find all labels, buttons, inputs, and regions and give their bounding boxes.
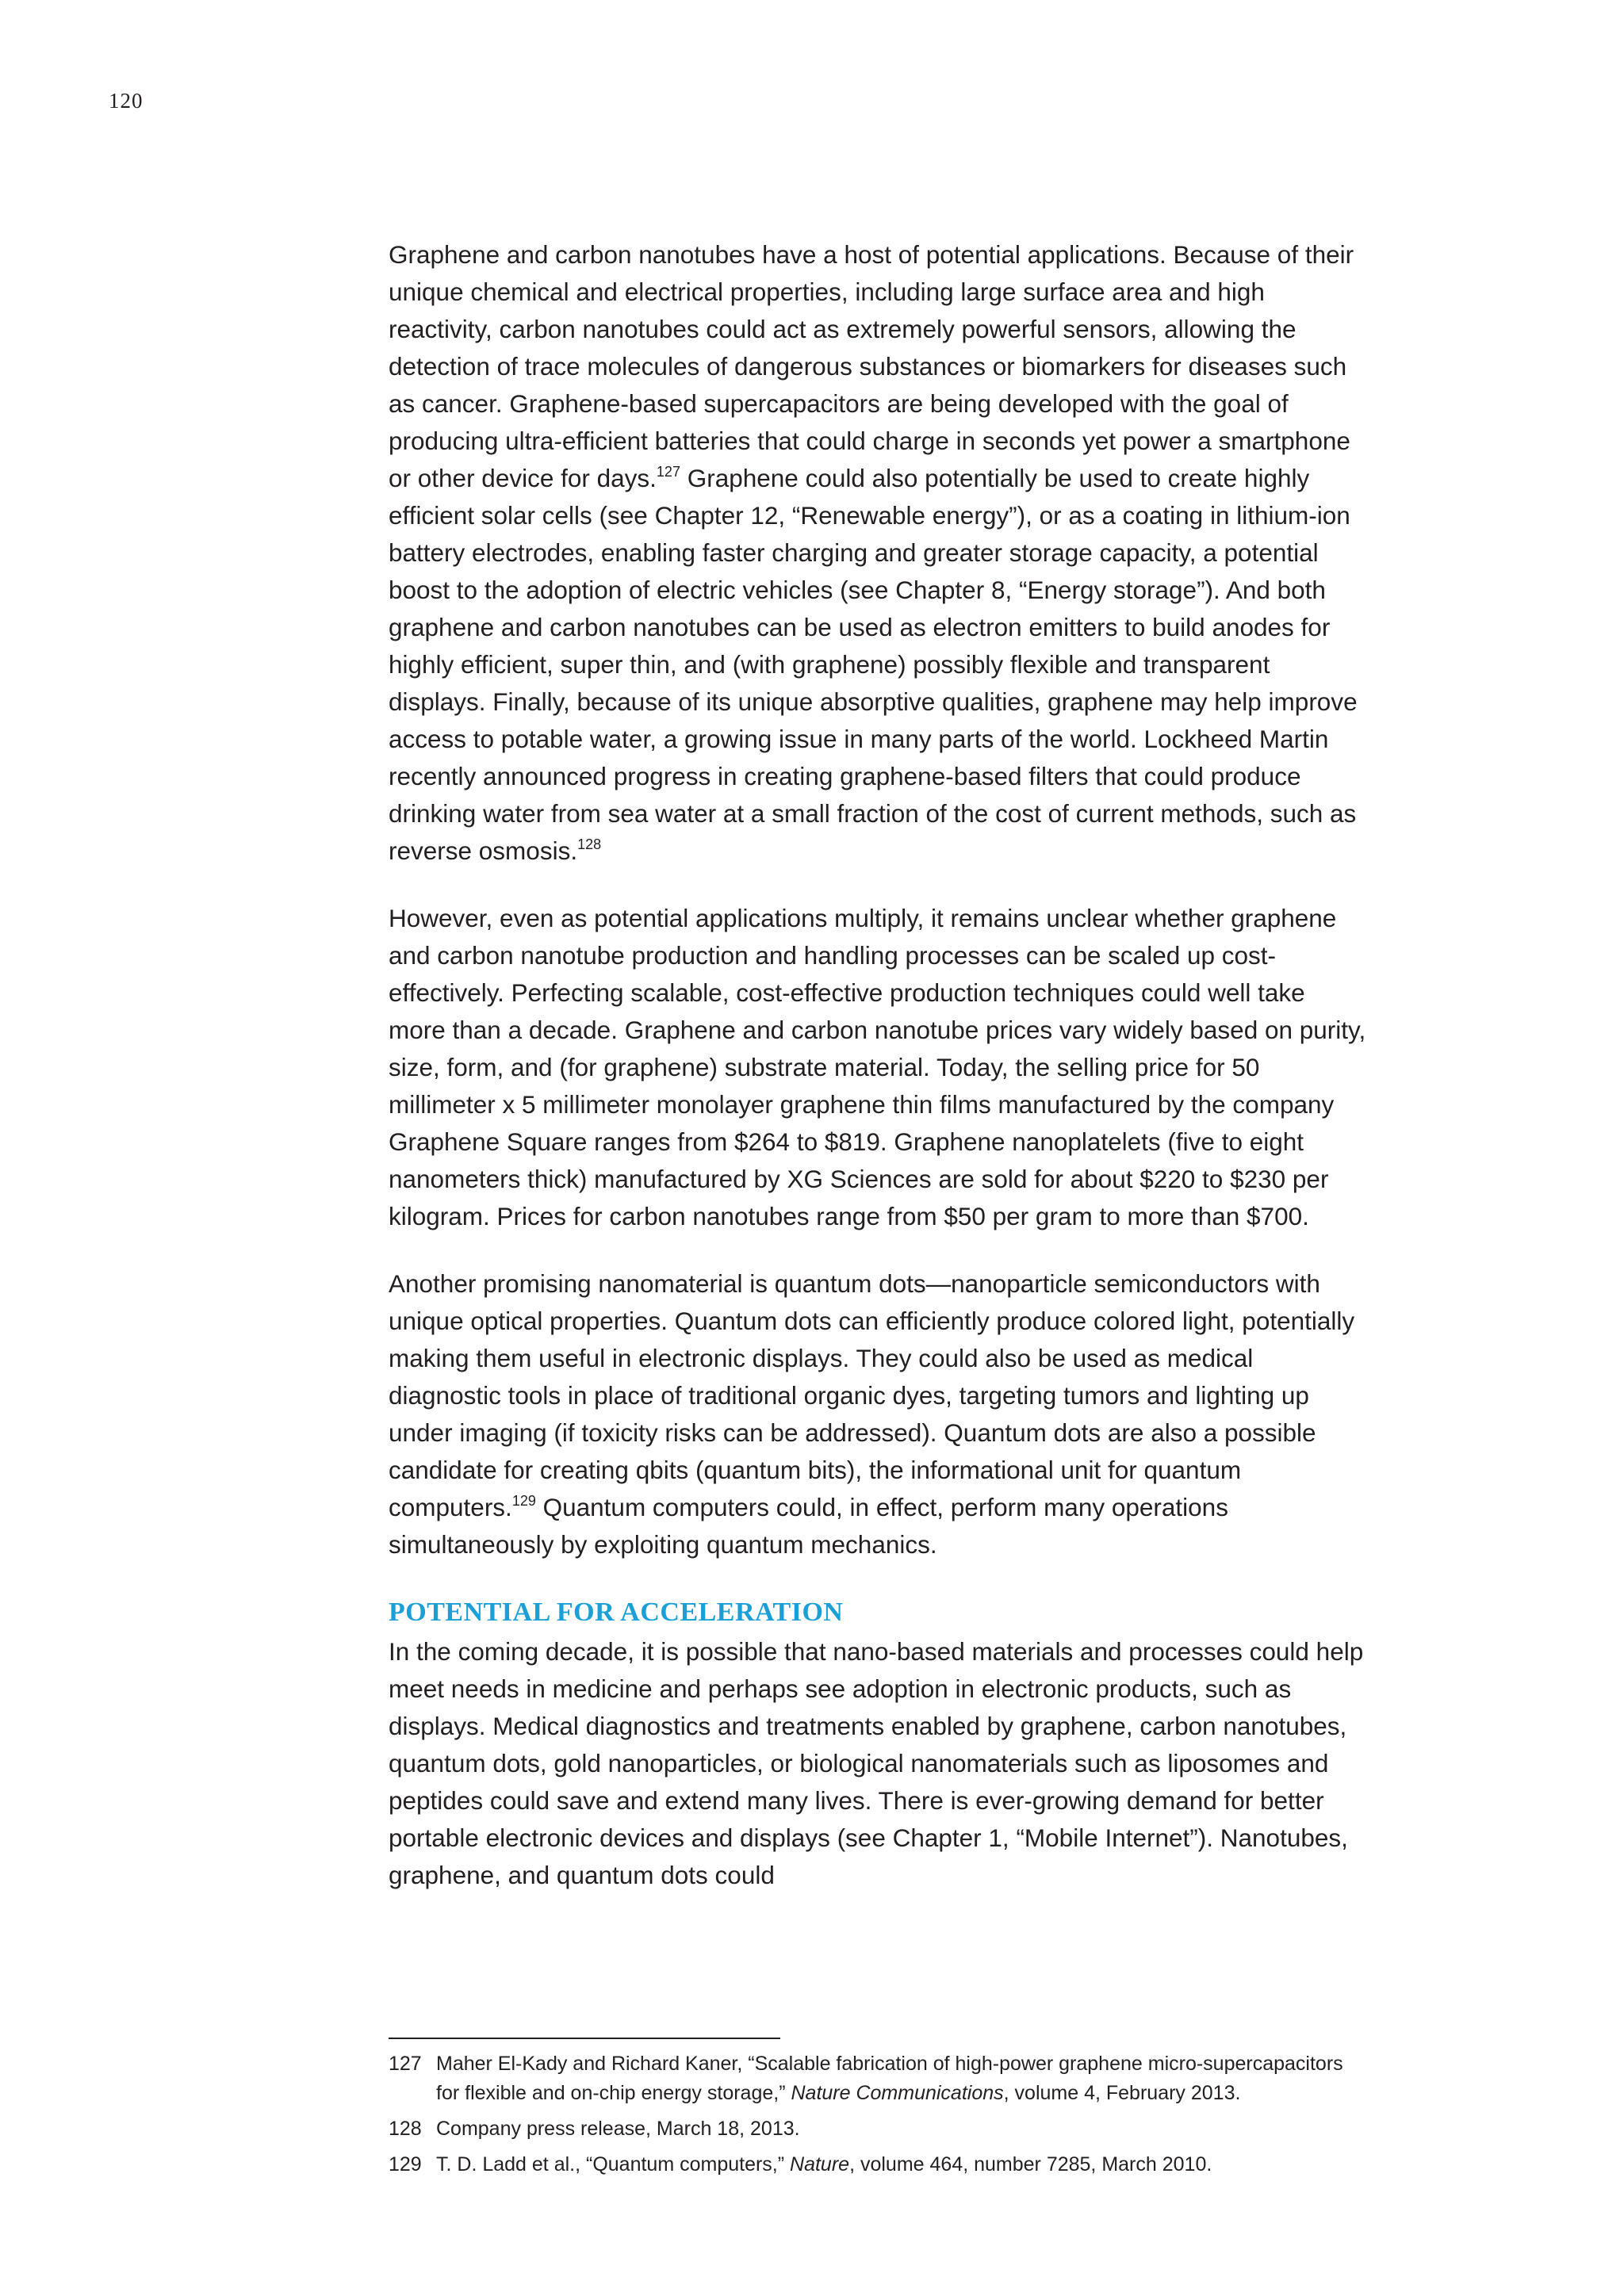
footnote-number: 128: [389, 2118, 422, 2140]
paragraph-graphene-applications: Graphene and carbon nanotubes have a host of potential applications. Because of their unique chemical and electrical properties, including large surface area and high reactivity, carbon nanotubes could act as extremely powerful sensors, allowing the detection of trace molecules of dangerous substances or biomarkers for diseases such as cancer. Graphene-based supercapacitors are being developed with the goal of producing ultra-efficient batteries that could charge in seconds yet power a smartphone or other device for days.$^{127}$ Graphene could also potentially be used to create highly efficient solar cells (see Chapter 12, “Renewable energy”), or as a coating in lithium-ion battery electrodes, enabling faster charging and greater storage capacity, a potential boost to the adoption of electric vehicles (see Chapter 8, “Energy storage”). And both graphene and carbon nanotubes can be used as electron emitters to build anodes for highly efficient, super thin, and (with graphene) possibly flexible and transparent displays. Finally, because of its unique absorptive qualities, graphene may help improve access to potable water, a growing issue in many parts of the world. Lockheed Martin recently announced progress in creating graphene-based filters that could produce drinking water from sea water at a small fraction of the cost of current methods, such as reverse osmosis.$^{128}$: [389, 240, 1358, 865]
publication-title: Nature: [790, 2153, 850, 2175]
footnote-text: Company press release, March 18, 2013.: [436, 2118, 800, 2140]
footnote-129: [389, 2150, 1368, 2179]
paragraph-quantum-dots: Another promising nanomaterial is quantum dots—nanoparticle semiconductors with unique optical properties. Quantum dots can efficiently produce colored light, potentially making them useful in electronic displays. They could also be used as medical diagnostic tools in place of traditional organic dyes, targeting tumors and lighting up under imaging (if toxicity risks can be addressed). Quantum dots are also a possible candidate for creating qbits (quantum bits), the informational unit for quantum computers.$^{129}$ Quantum computers could, in effect, perform many operations simultaneously by exploiting quantum mechanics.: [389, 1269, 1355, 1559]
footnote-reference: 127: [656, 463, 680, 480]
footnote-127: [389, 2049, 1368, 2108]
body-column: [389, 236, 1368, 1924]
footnote-128: [389, 2114, 1368, 2144]
footnote-text: T. D. Ladd et al., “Quantum computers,” Nature, volume 464, number 7285, March 2010.: [436, 2153, 1212, 2175]
footnote-reference: 129: [511, 1492, 536, 1509]
footnote-divider: [389, 2038, 780, 2039]
paragraph-production-costs: However, even as potential applications multiply, it remains unclear whether graphene and carbon nanotube production and handling processes can be scaled up cost-effectively. Perfecting scalable, cost-effective production techniques could well take more than a decade. Graphene and carbon nanotube prices vary widely based on purity, size, form, and (for graphene) substrate material. Today, the selling price for 50 millimeter x 5 millimeter monolayer graphene thin films manufactured by the company Graphene Square ranges from $264 to $819. Graphene nanoplatelets (five to eight nanometers thick) manufactured by XG Sciences are sold for about $220 to $230 per kilogram. Prices for carbon nanotubes range from $50 per gram to more than $700.: [389, 904, 1366, 1230]
footnote-text: Maher El-Kady and Richard Kaner, “Scalable fabrication of high-power graphene micro-supercapacitors for flexible and on-chip energy storage,” Nature Communications, volume 4, February 2013.: [436, 2053, 1343, 2104]
publication-title: Nature Communications: [791, 2082, 1004, 2104]
footnote-reference: 128: [577, 836, 602, 852]
footnotes: [389, 2049, 1368, 2186]
paragraph-acceleration: In the coming decade, it is possible that nano-based materials and processes could help meet needs in medicine and perhaps see adoption in electronic products, such as displays. Medical diagnostics and treatments enabled by graphene, carbon nanotubes, quantum dots, gold nanoparticles, or biological nanomaterials such as liposomes and peptides could save and extend many lives. There is ever-growing demand for better portable electronic devices and displays (see Chapter 1, “Mobile Internet”). Nanotubes, graphene, and quantum dots could: [389, 1637, 1364, 1889]
footnote-number: 127: [389, 2053, 422, 2075]
footnote-number: 129: [389, 2153, 422, 2175]
page-number: 120: [109, 89, 144, 113]
section-heading: POTENTIAL FOR ACCELERATION: [389, 1598, 844, 1627]
